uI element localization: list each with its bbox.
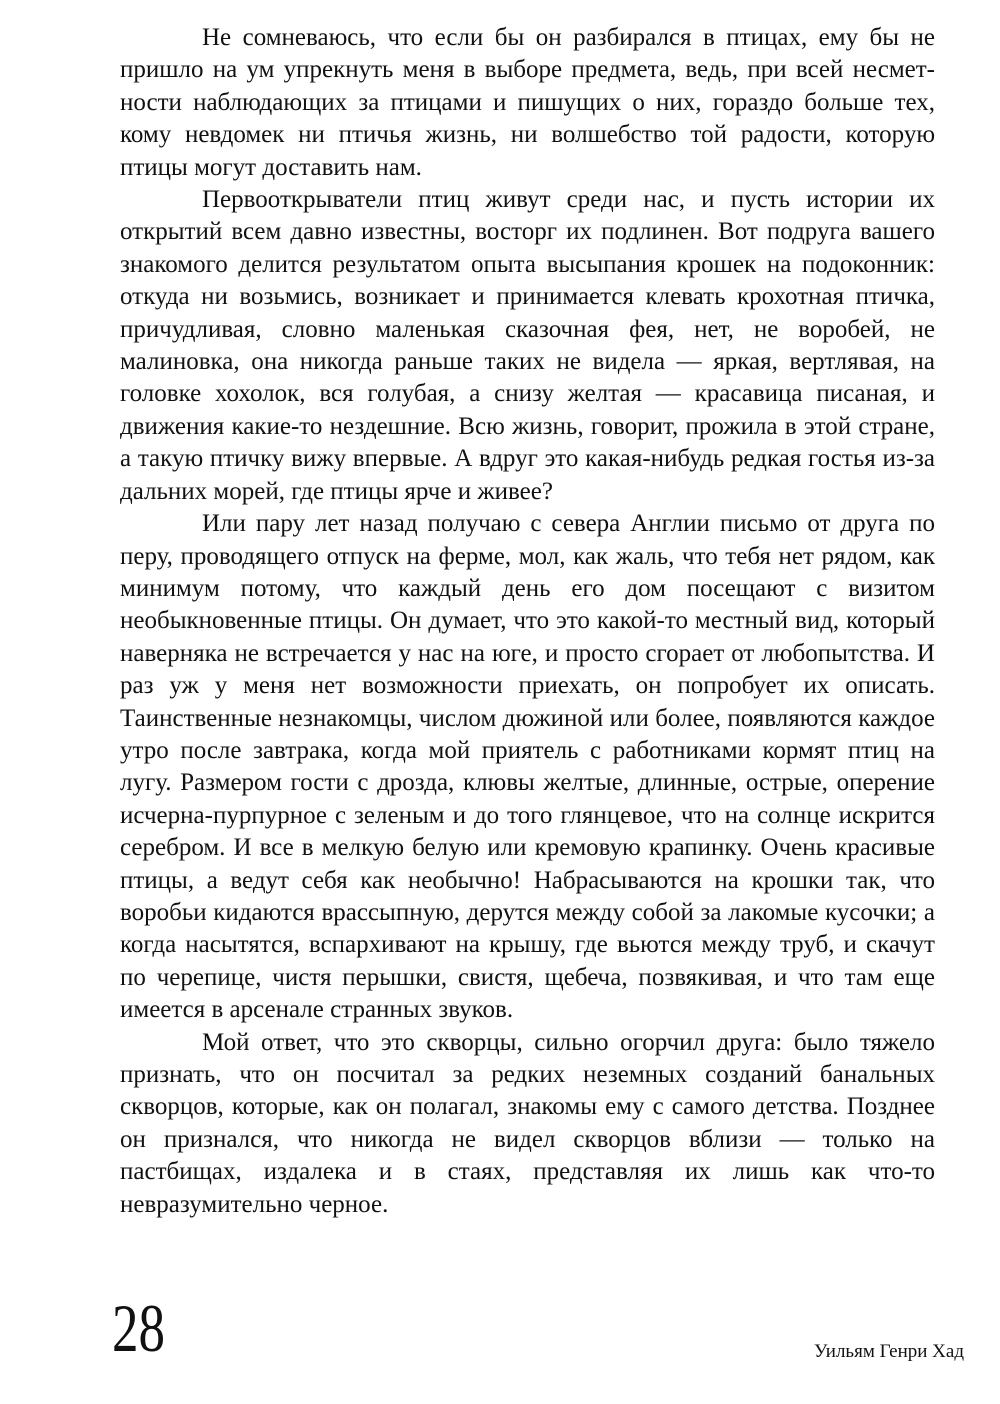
paragraph-2: Первооткрыватели птиц живут среди нас, и пусть истории их открытий всем давно известны, восторг их подлинен. Вот подруга вашего знакомого делится результатом опыта высыпания крошек на подоконник: откуда ни возьмись, возникает и принимается клевать крохотная птичка, причудливая, словно маленькая сказочная фея, нет, не воробей, не малиновка, она никогда раньше таких не видела — яркая, вертлявая, на головке хохолок, вся голубая, а снизу желтая — красавица писаная, и движения какие-то нездешние. Всю жизнь, говорит, прожила в этой стране, а такую птичку вижу впервые. А вдруг это какая-нибудь редкая гостья из-за дальних морей, где птицы ярче и живее? (120, 186, 935, 505)
running-footer-author: Уильям Генри Хад (814, 1341, 964, 1362)
paragraph-1: Не сомневаюсь, что если бы он разбирался в птицах, ему бы не пришло на ум упрекнуть меня в выборе предмета, ведь, при всей несметности наблюдающих за птицами и пишущих о них, гораздо больше тех, кому невдомек ни птичья жизнь, ни волшебство той радости, которую птицы могут доставить нам. (120, 24, 935, 181)
paragraph-4: Мой ответ, что это скворцы, сильно огорчил друга: было тяжело признать, что он посчитал за редких неземных созданий банальных скворцов, которые, как он полагал, знакомы ему с самого детства. Позднее он признался, что никогда не видел скворцов вблизи — только на пастбищах, издалека и в стаях, представляя их лишь как что-то невразумительно черное. (120, 1028, 935, 1218)
page-number: 28 (112, 1290, 166, 1366)
body-text (120, 22, 935, 1221)
paragraph-3: Или пару лет назад получаю с севера Англии письмо от друга по перу, проводящего отпуск на ферме, мол, как жаль, что тебя нет рядом, как минимум потому, что каждый день его дом посещают с визитом необыкновенные птицы. Он думает, что это какой-то местный вид, который наверняка не встречается у нас на юге, и просто сгорает от любопытства. И раз уж у меня нет возможности приехать, он попробует их описать. Таинственные незнакомцы, числом дюжиной или более, появляются каждое утро после завтрака, когда мой приятель с работниками кормят птиц на лугу. Размером гости с дрозда, клювы желтые, длинные, острые, оперение исчерна-пурпурное с зеленым и до того глянцевое, что на солнце искрится серебром. И все в мелкую белую или кремовую крапинку. Очень красивые птицы, а ведут себя как необычно! Набрасываются на крошки так, что воробьи кидаются врассыпную, дерутся между собой за лакомые кусочки; а когда насытятся, вспархивают на крышу, где вьются между труб, и скачут по черепице, чистя перышки, свистя, щебеча, позвякивая, и что там еще имеется в арсенале странных звуков. (120, 510, 935, 1024)
